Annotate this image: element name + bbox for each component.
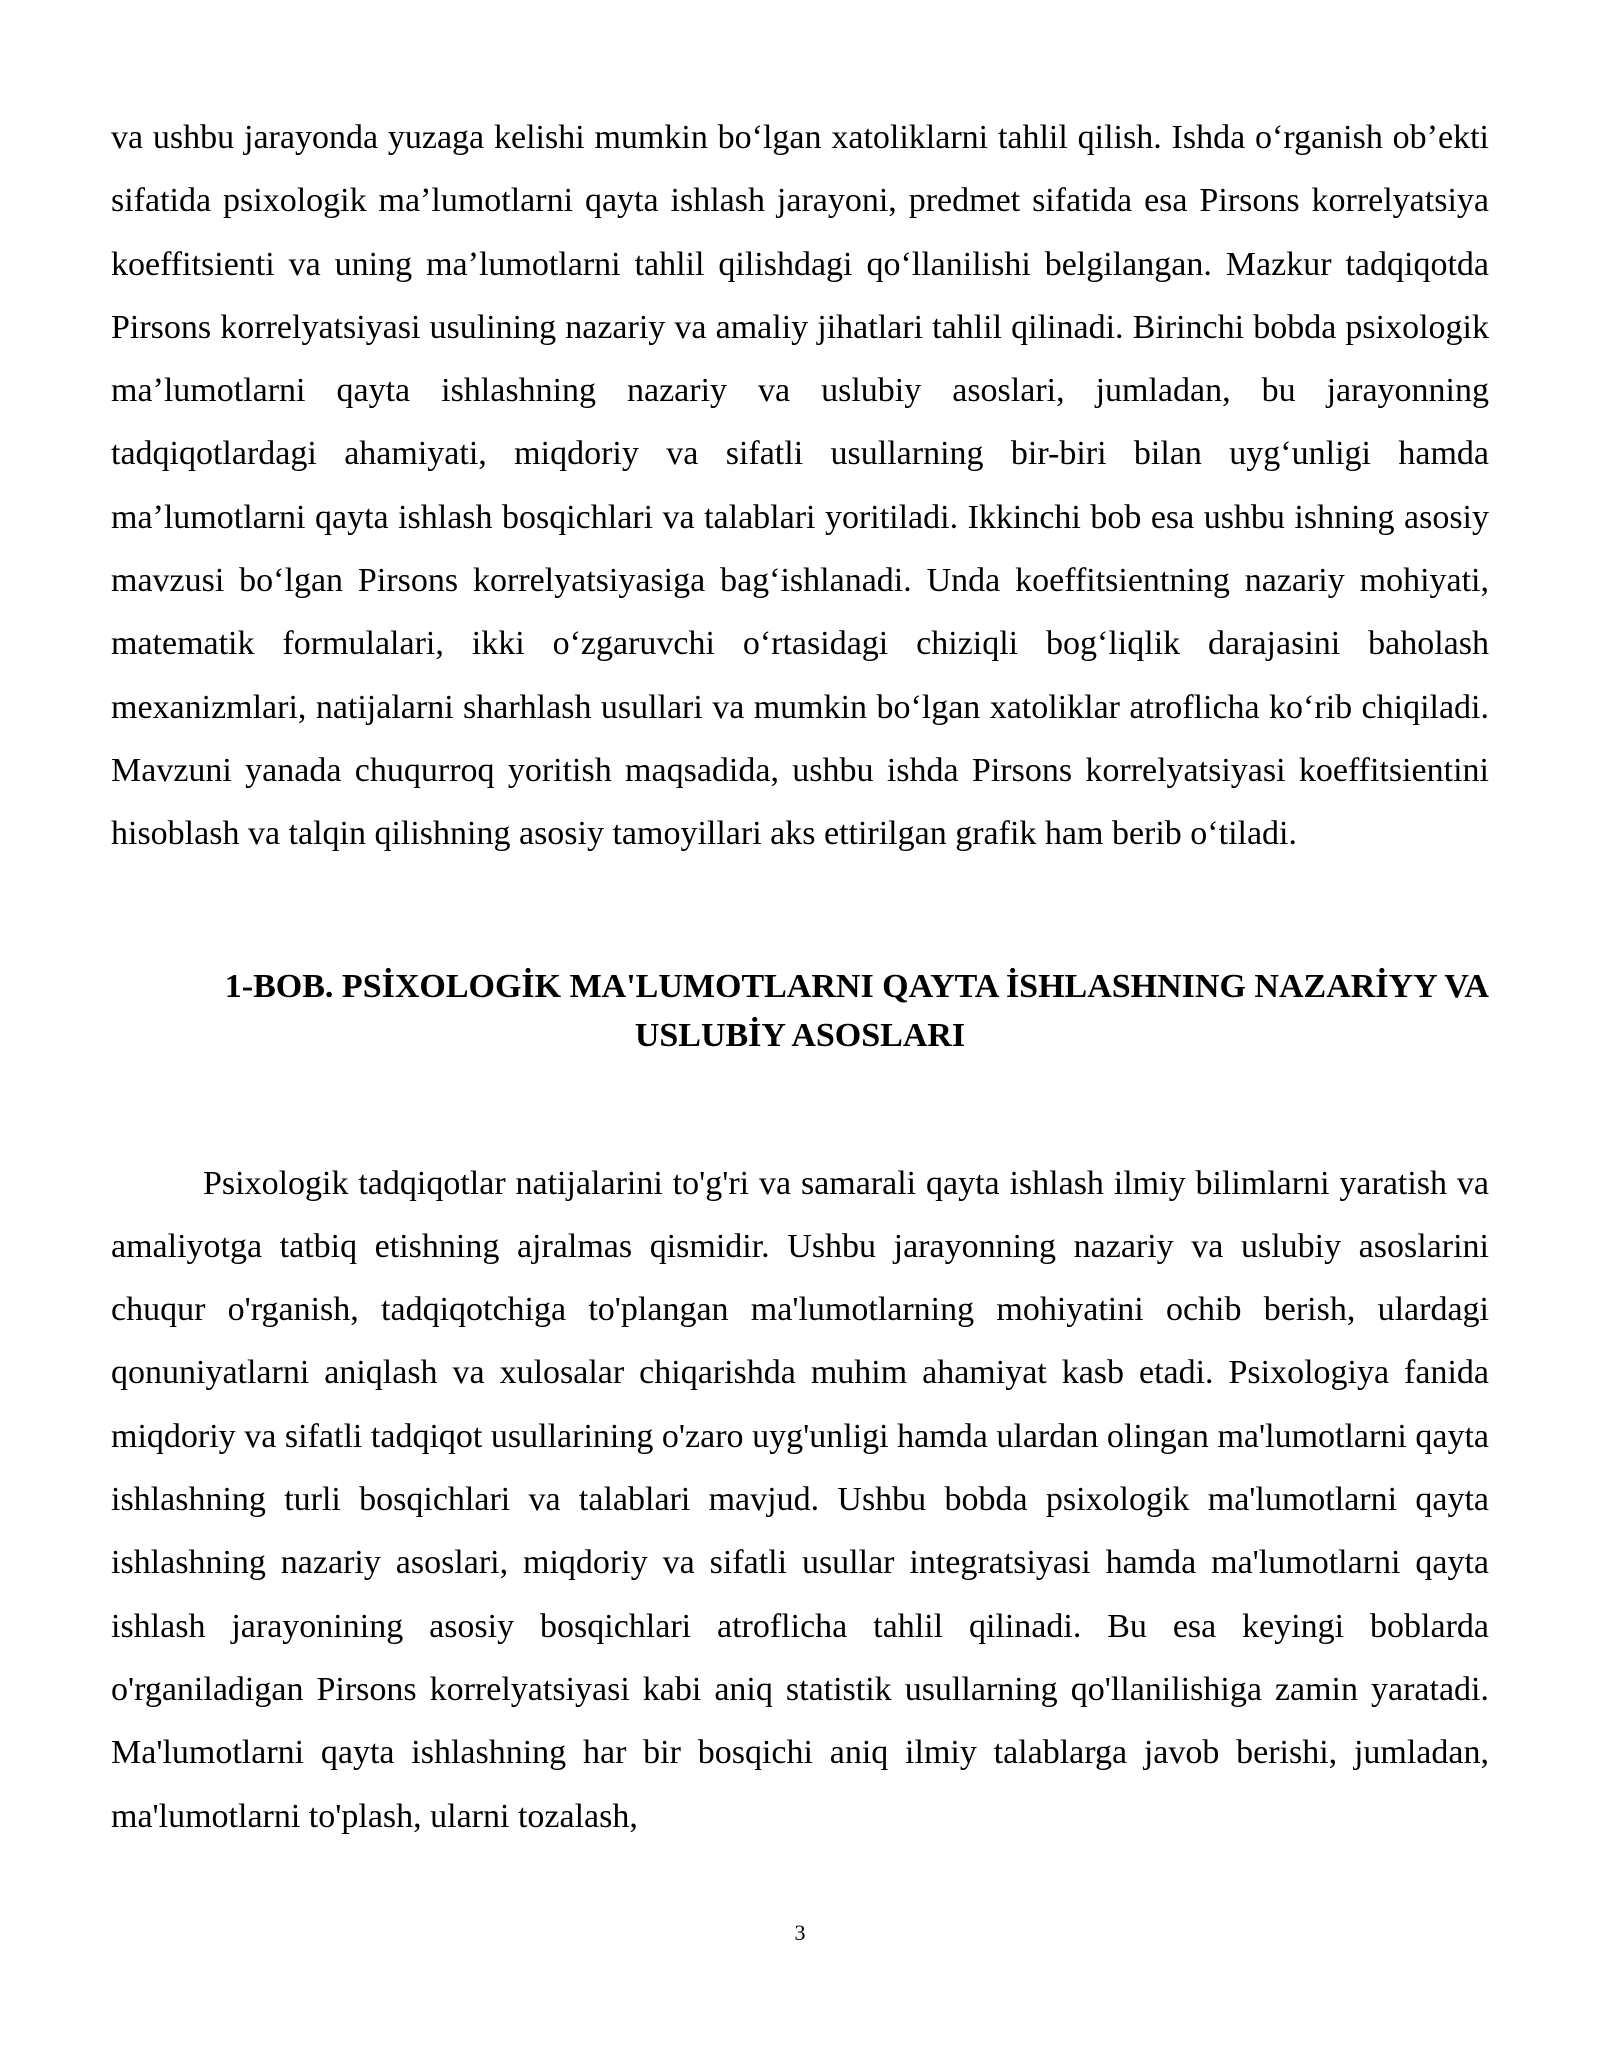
chapter-heading (111, 962, 1489, 1060)
body-paragraph-2: Psixologik tadqiqotlar natijalarini to'g'ri va samarali qayta ishlash ilmiy bilimlarni yaratish va amaliyotga tatbiq etishning ajralmas qismidir. Ushbu jarayonning nazariy va uslubiy asoslarini chuqur o'rganish, tadqiqotchiga to'plangan ma'lumotlarning mohiyatini ochib berish, ulardagi qonuniyatlarni aniqlash va xulosalar chiqarishda muhim ahamiyat kasb etadi. Psixologiya fanida miqdoriy va sifatli tadqiqot usullarining o'zaro uyg'unligi hamda ulardan olingan ma'lumotlarni qayta ishlashning turli bosqichlari va talablari mavjud. Ushbu bobda psixologik ma'lumotlarni qayta ishlashning nazariy asoslari, miqdoriy va sifatli usullar integratsiyasi hamda ma'lumotlarni qayta ishlash jarayonining asosiy bosqichlari atroflicha tahlil qilinadi. Bu esa keyingi boblarda o'rganiladigan Pirsons korrelyatsiyasi kabi aniq statistik usullarning qo'llanilishiga zamin yaratadi. Ma'lumotlarni qayta ishlashning har bir bosqichi aniq ilmiy talablarga javob berishi, jumladan, ma'lumotlarni to'plash, ularni tozalash, (111, 1164, 1489, 1835)
page-number: 3 (794, 1920, 806, 1945)
chapter-heading-line-2: USLUBİY ASOSLARI (634, 1016, 966, 1054)
document-page (111, 106, 1489, 1848)
chapter-heading-line-1: 1-BOB. PSİXOLOGİK MA'LUMOTLARNI QAYTA İSHLASHNING NAZARİYY VA (224, 967, 1489, 1005)
body-paragraph-1: va ushbu jarayonda yuzaga kelishi mumkin boʻlgan xatoliklarni tahlil qilish. Ishda oʻrganish obʼekti sifatida psixologik maʼlumotlarni qayta ishlash jarayoni, predmet sifatida esa Pirsons korrelyatsiya koeffitsienti va uning maʼlumotlarni tahlil qilishdagi qoʻllanilishi belgilangan. Mazkur tadqiqotda Pirsons korrelyatsiyasi usulining nazariy va amaliy jihatlari tahlil qilinadi. Birinchi bobda psixologik maʼlumotlarni qayta ishlashning nazariy va uslubiy asoslari, jumladan, bu jarayonning tadqiqotlardagi ahamiyati, miqdoriy va sifatli usullarning bir-biri bilan uygʻunligi hamda maʼlumotlarni qayta ishlash bosqichlari va talablari yoritiladi. Ikkinchi bob esa ushbu ishning asosiy mavzusi boʻlgan Pirsons korrelyatsiyasiga bagʻishlanadi. Unda koeffitsientning nazariy mohiyati, matematik formulalari, ikki oʻzgaruvchi oʻrtasidagi chiziqli bogʻliqlik darajasini baholash mexanizmlari, natijalarni sharhlash usullari va mumkin boʻlgan xatoliklar atroflicha koʻrib chiqiladi. Mavzuni yanada chuqurroq yoritish maqsadida, ushbu ishda Pirsons korrelyatsiyasi koeffitsientini hisoblash va talqin qilishning asosiy tamoyillari aks ettirilgan grafik ham berib oʻtiladi. (111, 119, 1489, 853)
